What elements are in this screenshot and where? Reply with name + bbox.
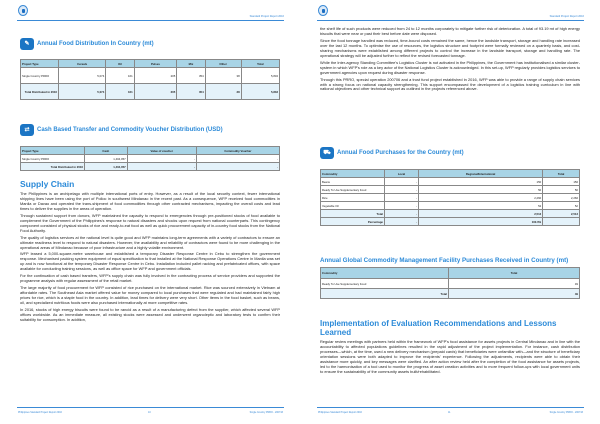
section-title: Annual Global Commodity Management Facility Purchases Received in Country (mt) (320, 257, 569, 264)
cell: Total Distributed in 2016 (21, 163, 85, 171)
cell: 150 (543, 178, 580, 186)
cell: - (385, 194, 419, 202)
cell: 205 (134, 84, 177, 100)
wfp-logo (318, 5, 328, 16)
col-header: Total (543, 170, 580, 178)
cell: Beans (321, 178, 385, 186)
gcmf-table (320, 267, 580, 299)
cash-section (20, 124, 280, 171)
cell: Percentage (321, 218, 385, 226)
cell: 5,074 (59, 84, 106, 100)
col-header: Cereals (59, 60, 106, 68)
cash-transfer-icon: ⇄ (20, 124, 34, 136)
cash-table (20, 146, 280, 171)
page-number: 11 (448, 411, 451, 414)
cell: 38 (205, 84, 241, 100)
cell: Vegetable Oil (321, 202, 385, 210)
cell: Rice (321, 194, 385, 202)
cell: 354 (177, 84, 205, 100)
section-title: Annual Food Purchases for the Country (mt) (337, 150, 464, 156)
cell: 50 (418, 186, 542, 194)
cell: 38 (205, 68, 241, 84)
cell: - (385, 178, 419, 186)
header-divider (317, 20, 584, 21)
purchases-section (320, 147, 580, 226)
cell: Total (321, 210, 385, 218)
cell: - (127, 155, 196, 163)
cell: 150 (418, 178, 542, 186)
cell: 2,512 (543, 210, 580, 218)
footer-divider (17, 407, 284, 408)
paragraph: WFP leased a 5,000-square-metre warehouse and established a temporary Disaster Response Centre in Cebu to strengthen the government response. Mechanised packing system equipment of equal specification to that installed at the National Response Operations Centre in Manila was set up and is now functional at the temporary Disaster Response Centre in Cebu. Installation included pallet racking and prefabricated offices, with space available for conducting training sessions, as well as office space for WFP and government officials. (20, 251, 280, 272)
cell: 50 (543, 186, 580, 194)
col-header: Value of voucher (127, 147, 196, 155)
paragraph: While the Inter-agency Standing Committee's Logistics Cluster is not activated in the Philippines, the Government has institutionalised a similar cluster-system in which WFP's role as a key actor of the National Logistics Cluster is acknowledged. In this set-up, WFP regularly provides logistics services to government agencies upon request during disaster response. (320, 59, 580, 75)
cell: Single Country PRRO (21, 68, 59, 84)
purchase-icon: ⛟ (320, 147, 334, 159)
cell: Single Country PRRO (21, 155, 85, 163)
food-distribution-table (20, 59, 280, 100)
cell: 2,260 (418, 194, 542, 202)
col-header: Project Type (21, 147, 85, 155)
cell: - (127, 163, 196, 171)
cell: 205 (134, 68, 177, 84)
footer-divider (317, 407, 584, 408)
cell: Total Distributed in 2016 (21, 84, 59, 100)
paragraph: the shelf life of such products were reduced from 24 to 12 months corporately to mitigate further risk of deterioration. A total of 93.19 mt of high energy biscuits that were near or past their best before date were disposed. (320, 26, 580, 36)
col-header: Project Type (21, 60, 59, 68)
col-header: Total (241, 60, 279, 68)
col-header: Regional/International (418, 170, 542, 178)
table-row (321, 279, 580, 289)
header-report-title: Standard Project Report 2016 (549, 15, 584, 18)
table-row (21, 155, 280, 163)
cell: Ready To Use Supplementary Food (321, 186, 385, 194)
food-bag-icon: ✎ (20, 38, 34, 50)
col-header: Total (449, 268, 580, 279)
cell: - (385, 202, 419, 210)
cell: 5,832 (241, 68, 279, 84)
table-row (321, 194, 580, 202)
col-header: Pulses (134, 60, 177, 68)
footer-left: Philippines Standard Project Report 2016 (318, 411, 362, 414)
section-heading: Supply Chain (20, 179, 75, 189)
cell: 161 (106, 84, 134, 100)
paragraph: The quality of logistics services at the national level is quite good and WFP maintains long-term agreements with a variety of contractors to ensure an ultimate readiness level to respond to natural disasters. However, the availability and reliability of contractors were found to be more challenging in the operational areas of Mindanao because of poor infrastructure and a highly volatile environment. (20, 234, 280, 250)
col-header: Other (205, 60, 241, 68)
paragraph: In 2016, stocks of high energy biscuits were found to be rancid as a result of a manufacturing defect from the supplier, which affected several WFP offices worldwide. As an immediate measure, all existing stocks were assessed and underwent organoleptic and laboratory tests to confirm their suitability for consumption. In addition, (20, 307, 280, 322)
paragraph: The Philippines is an archipelago with multiple international ports of entry. However, as a result of the local security context, fewer international shipping lines have been using the port of Polloc in southwest Mindanao in the recent past. As a consequence, WFP received food commodities in Manila or Davao and operated the trans-shipment of food commodities through other contracted mechanisms, impacting the overall costs and lead times to deliver the supplies in the areas of operation. (20, 191, 280, 211)
right-page (300, 0, 600, 424)
cell: 5,074 (59, 68, 106, 84)
footer-right: Single Country PRRO - 200743 (549, 411, 583, 414)
cell: 49 (449, 279, 580, 289)
col-header: Commodity Voucher (196, 147, 279, 155)
paragraph: For the continuation of cash based transfers, WFP's supply chain was fully involved in the contracting process of service providers and supported the programme analysis with regular assessment of the retail market. (20, 273, 280, 284)
cell: 2,512 (418, 210, 542, 218)
table-row (21, 68, 280, 84)
header-report-title: Standard Project Report 2016 (249, 15, 284, 18)
cell: 52 (543, 202, 580, 210)
cell: 354 (177, 68, 205, 84)
section-heading: Implementation of Evaluation Recommendations and Lessons Learned (320, 319, 557, 337)
cell: 52 (418, 202, 542, 210)
total-row (21, 163, 280, 171)
cell: Ready To Use Supplementary Food (321, 279, 449, 289)
cell: 2,260 (543, 194, 580, 202)
col-header: Oil (106, 60, 134, 68)
col-header: Commodity (321, 268, 449, 279)
gcmf-section (320, 257, 580, 299)
footer-right: Single Country PRRO - 200743 (249, 411, 283, 414)
cell: 1,404,057 (85, 155, 128, 163)
table-row (321, 202, 580, 210)
wfp-logo (18, 5, 28, 16)
cell: 49 (449, 289, 580, 299)
purchases-table (320, 169, 580, 226)
footer-left: Philippines Standard Project Report 2016 (18, 411, 62, 414)
implementation-section (320, 319, 580, 377)
total-row (321, 289, 580, 299)
cell: - (385, 186, 419, 194)
cell: 1,404,057 (85, 163, 128, 171)
table-row (321, 178, 580, 186)
total-row (21, 84, 280, 100)
percentage-row (321, 218, 580, 226)
cell: - (385, 210, 419, 218)
paragraph: Through this PRRO, special operation 200706 and a trust fund project established in 2016, WFP was able to provide a range of supply chain services with a strong focus on national capacity strengthening. This support encompassed the development of a logistics training curriculum in line with national objectives and other technical support as outlined in the projects referenced above. (320, 76, 580, 92)
col-header: Local (385, 170, 419, 178)
paragraph: Through sustained support from donors, WFP maintained the capacity to respond to emergencies through pre-positioned stocks of food available to complement the Government of the Philippines's response to natural disasters and shocks upon request from national counterparts. This contingency component consisted of physical stocks of rice and ready-to-eat food as well as quick procurement capacity of in-country food stocks from the National Food Authority. (20, 212, 280, 233)
cell: - (196, 155, 279, 163)
paragraph: Regular review meetings with partners held within the framework of WFP's food assistance for assets projects in Central Mindanao and in line with the accountability to affected populations guidelines resulted in the rapid adjustment of the project implementation. For instance, cash distribution processes—which, at the time, used a new delivery mechanism (prepaid cards) that beneficiaries were unfamiliar with—and the structure of beneficiary orientation sessions were both adapted to improve the recipients' experience. Following the adjustments, recipients were able to obtain their assistance more quickly, and key messages were clarified. An after action review held after the completion of the food assistance for assets projects, led to the harmonisation of a tool used to monitor the progress of asset creation activities and to more frequent follow-ups with local government units to ensure the sustainability of the community assets built/rehabilitated. (320, 339, 580, 374)
cell: - (196, 163, 279, 171)
section-title: Cash Based Transfer and Commodity Voucher Distribution (USD) (37, 127, 223, 133)
table-row (321, 186, 580, 194)
col-header: Commodity (321, 170, 385, 178)
cell: - (385, 218, 419, 226)
paragraph: The large majority of food procurement for WFP consisted of rice purchased on the international market. Rice was sourced extensively in Vietnam at affordable rates. The Southeast Asia market offered value for money compared to local purchases that were regulated and had maintained fairly high prices for rice, which is a staple food in the country. In addition, lead times for delivery were very short. Other items in the food basket, such as beans, oil, and specialized nutritious foods were also purchased internationally at more competitive rates. (20, 285, 280, 306)
supply-chain-continued (320, 27, 580, 94)
cell: 100.0% (418, 218, 542, 226)
header-divider (17, 20, 284, 21)
cell: Total (321, 289, 449, 299)
cell (543, 218, 580, 226)
cell: 5,832 (241, 84, 279, 100)
paragraph: Since the food tonnage handled was reduced, time-bound costs remained the same, hence the landside transport, storage and handling rate increased over the last 12 months. To optimise the use of resources, the logistics structure and footprint were formally reviewed on a quarterly basis, and cost-sharing mechanisms were established among different projects to control the increase in the landside transport, storage and handling rate. The operational strategy will be adjusted further to reflect the revised forecasted tonnage. (320, 37, 580, 58)
total-row (321, 210, 580, 218)
section-title: Annual Food Distribution In Country (mt) (37, 41, 154, 47)
cell: 161 (106, 68, 134, 84)
supply-chain-section (20, 180, 280, 325)
col-header: Mix (177, 60, 205, 68)
col-header: Cash (85, 147, 128, 155)
page-number: 10 (148, 411, 151, 414)
food-distribution-section (20, 38, 280, 100)
